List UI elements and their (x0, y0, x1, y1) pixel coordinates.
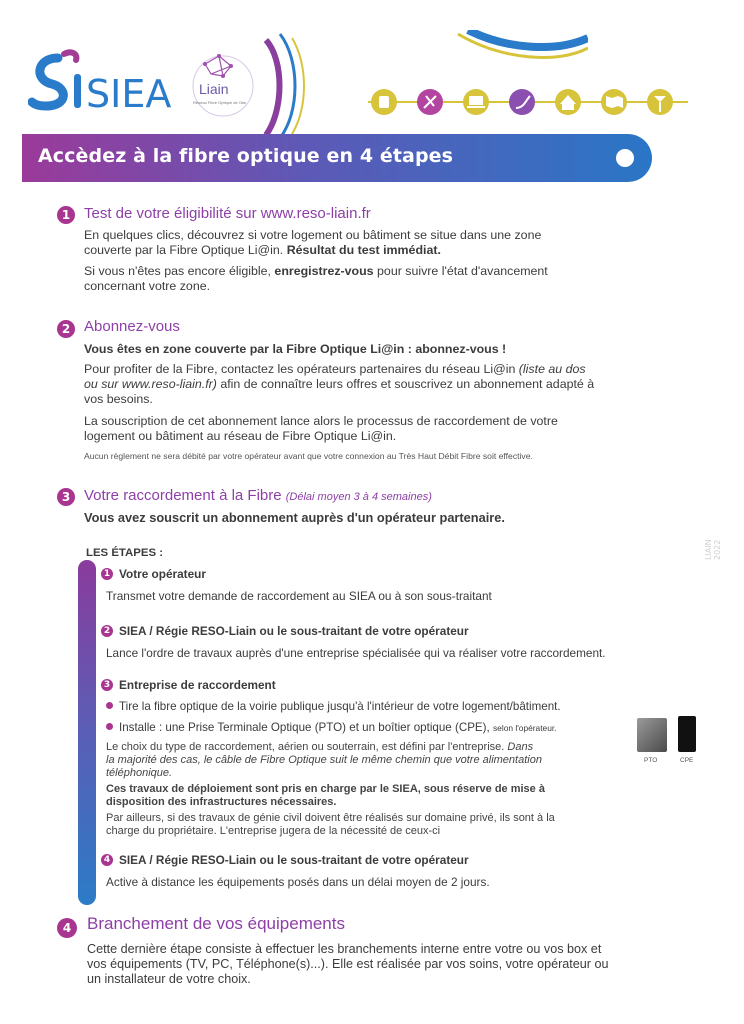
register-link: enregistrez-vous (274, 264, 374, 278)
step-2-number: 2 (57, 320, 75, 338)
step-1-text: concernant votre zone. (84, 279, 211, 293)
laptop-icon (463, 89, 489, 115)
bullet-icon (106, 702, 113, 709)
step-4-text: Cette dernière étape consiste à effectuer les branchements interne entre votre ou vos box et (87, 942, 602, 956)
page-title: Accèdez à la fibre optique en 4 étapes (38, 145, 454, 167)
etapes-label: LES ÉTAPES : (86, 547, 164, 559)
step-1-paragraph-2 (84, 264, 684, 294)
step-2-paragraph-1 (84, 362, 694, 407)
step-4-heading: Branchement de vos équipements (87, 914, 345, 933)
substep-3-bullet-2 (106, 720, 557, 736)
substep-2-number: 2 (100, 624, 114, 638)
bullet-small: selon l'opérateur. (492, 723, 557, 733)
sub-bold: Ces travaux de déploiement sont pris en charge par le SIEA, sous réserve de mise à (106, 783, 545, 795)
substep-1-text: Transmet votre demande de raccordement au SIEA ou à son sous-traitant (106, 589, 492, 603)
substep-1-number: 1 (100, 567, 114, 581)
step-4-text: un installateur de votre choix. (87, 972, 251, 986)
step-1-bold: Résultat du test immédiat. (286, 243, 441, 257)
sub-italic: la majorité des cas, le câble de Fibre Optique suit le même chemin que votre alimentation (106, 754, 542, 766)
step-2-paragraph-2 (84, 414, 694, 444)
banner-dot (616, 149, 634, 167)
liain-tagline: Réseau Fibre Optique de l'Ain (193, 100, 247, 105)
step-2-text: logement ou bâtiment au réseau de Fibre Optique Li@in. (84, 429, 397, 443)
substep-3-title: Entreprise de raccordement (119, 678, 276, 692)
step-2-text: Pour profiter de la Fibre, contactez les opérateurs partenaires du réseau Li@in (84, 362, 516, 376)
home-icon (555, 89, 581, 115)
liain-text: Liain (199, 81, 229, 97)
logo-text: SIEA (86, 72, 172, 116)
sub-italic: Dans (507, 741, 534, 753)
map-icon (601, 89, 627, 115)
step-3-bold-line: Vous avez souscrit un abonnement auprès d'un opérateur partenaire. (84, 510, 505, 525)
bullet-icon (106, 723, 113, 730)
streetlight-icon (647, 89, 673, 115)
step-2-bold-line: Vous êtes en zone couverte par la Fibre Optique Li@in : abonnez-vous ! (84, 342, 507, 356)
step-1-text: Si vous n'êtes pas encore éligible, (84, 264, 271, 278)
step-3-heading (84, 487, 432, 504)
step-3-delay: (Délai moyen 3 à 4 semaines) (285, 491, 432, 503)
substep-4-number: 4 (100, 853, 114, 867)
sub-text: Par ailleurs, si des travaux de génie civil doivent être réalisés sur domaine privé, ils sont à la (106, 812, 555, 824)
substep-1-title: Votre opérateur (119, 567, 206, 581)
substep-4-title: SIEA / Régie RESO-Liain ou le sous-traitant de votre opérateur (119, 853, 469, 867)
substep-2-title: SIEA / Régie RESO-Liain ou le sous-traitant de votre opérateur (119, 624, 469, 638)
luggage-icon (371, 89, 397, 115)
step-3-number: 3 (57, 488, 75, 506)
step-2-text: La souscription de cet abonnement lance alors le processus de raccordement de votre (84, 414, 558, 428)
sub-italic: téléphonique. (106, 767, 173, 779)
step-2-text: afin de connaître leurs offres et souscrivez un abonnement adapté à (220, 377, 595, 391)
medical-icon (417, 89, 443, 115)
substep-3-paragraph-3 (106, 812, 646, 838)
bullet-text: Tire la fibre optique de la voirie publique jusqu'à l'intérieur de votre logement/bâtiment. (119, 700, 561, 713)
step-1-text: En quelques clics, découvrez si votre logement ou bâtiment se situe dans une zone (84, 228, 542, 242)
cpe-label: CPE (680, 757, 694, 764)
step-1-paragraph-1 (84, 228, 684, 258)
step-4-paragraph (87, 942, 707, 987)
title-banner (22, 134, 652, 182)
plug-icon (509, 89, 535, 115)
sidebar-date: LIAIN 2022 (704, 539, 722, 560)
steps-timeline (78, 560, 96, 905)
step-2-italic: (liste au dos (518, 362, 586, 376)
substep-3-number: 3 (100, 678, 114, 692)
step-2-text: vos besoins. (84, 392, 153, 406)
step-3-heading-text: Votre raccordement à la Fibre (84, 487, 282, 504)
step-2-italic: ou sur www.reso-liain.fr) (84, 377, 217, 391)
bullet-text: Installe : une Prise Terminale Optique (PTO) et un boîtier optique (CPE), (119, 721, 490, 734)
substep-3-paragraph-2 (106, 783, 636, 809)
step-1-heading: Test de votre éligibilité sur www.reso-liain.fr (84, 205, 371, 222)
substep-4-text: Active à distance les équipements posés dans un délai moyen de 2 jours. (106, 875, 490, 889)
step-1-number: 1 (57, 206, 75, 224)
cpe-image (678, 716, 696, 752)
pto-image (637, 718, 667, 752)
sub-text: charge du propriétaire. L'entreprise jugera de la nécessité de ceux-ci (106, 825, 441, 837)
pto-label: PTO (644, 757, 658, 764)
step-2-heading: Abonnez-vous (84, 318, 180, 335)
liain-badge (183, 46, 263, 118)
siea-logo (28, 40, 178, 120)
step-1-text: pour suivre l'état d'avancement (377, 264, 548, 278)
substep-3-paragraph-1 (106, 741, 626, 780)
step-4-text: vos équipements (TV, PC, Téléphone(s)...). Elle est réalisée par vos soins, votre opérateur ou (87, 957, 609, 971)
sub-bold: disposition des infrastructures nécessaires. (106, 796, 337, 808)
step-4-number: 4 (57, 918, 77, 938)
substep-3-bullet-1 (106, 699, 561, 714)
step-2-note: Aucun règlement ne sera débité par votre opérateur avant que votre connexion au Très Haut Débit Fibre soit effective. (84, 451, 533, 461)
service-icons-row (368, 80, 708, 124)
step-1-text: couverte par la Fibre Optique Li@in. (84, 243, 284, 257)
substep-2-text: Lance l'ordre de travaux auprès d'une entreprise spécialisée qui va réaliser votre raccordement. (106, 646, 606, 660)
sub-text: Le choix du type de raccordement, aérien ou souterrain, est défini par l'entreprise. (106, 741, 505, 753)
